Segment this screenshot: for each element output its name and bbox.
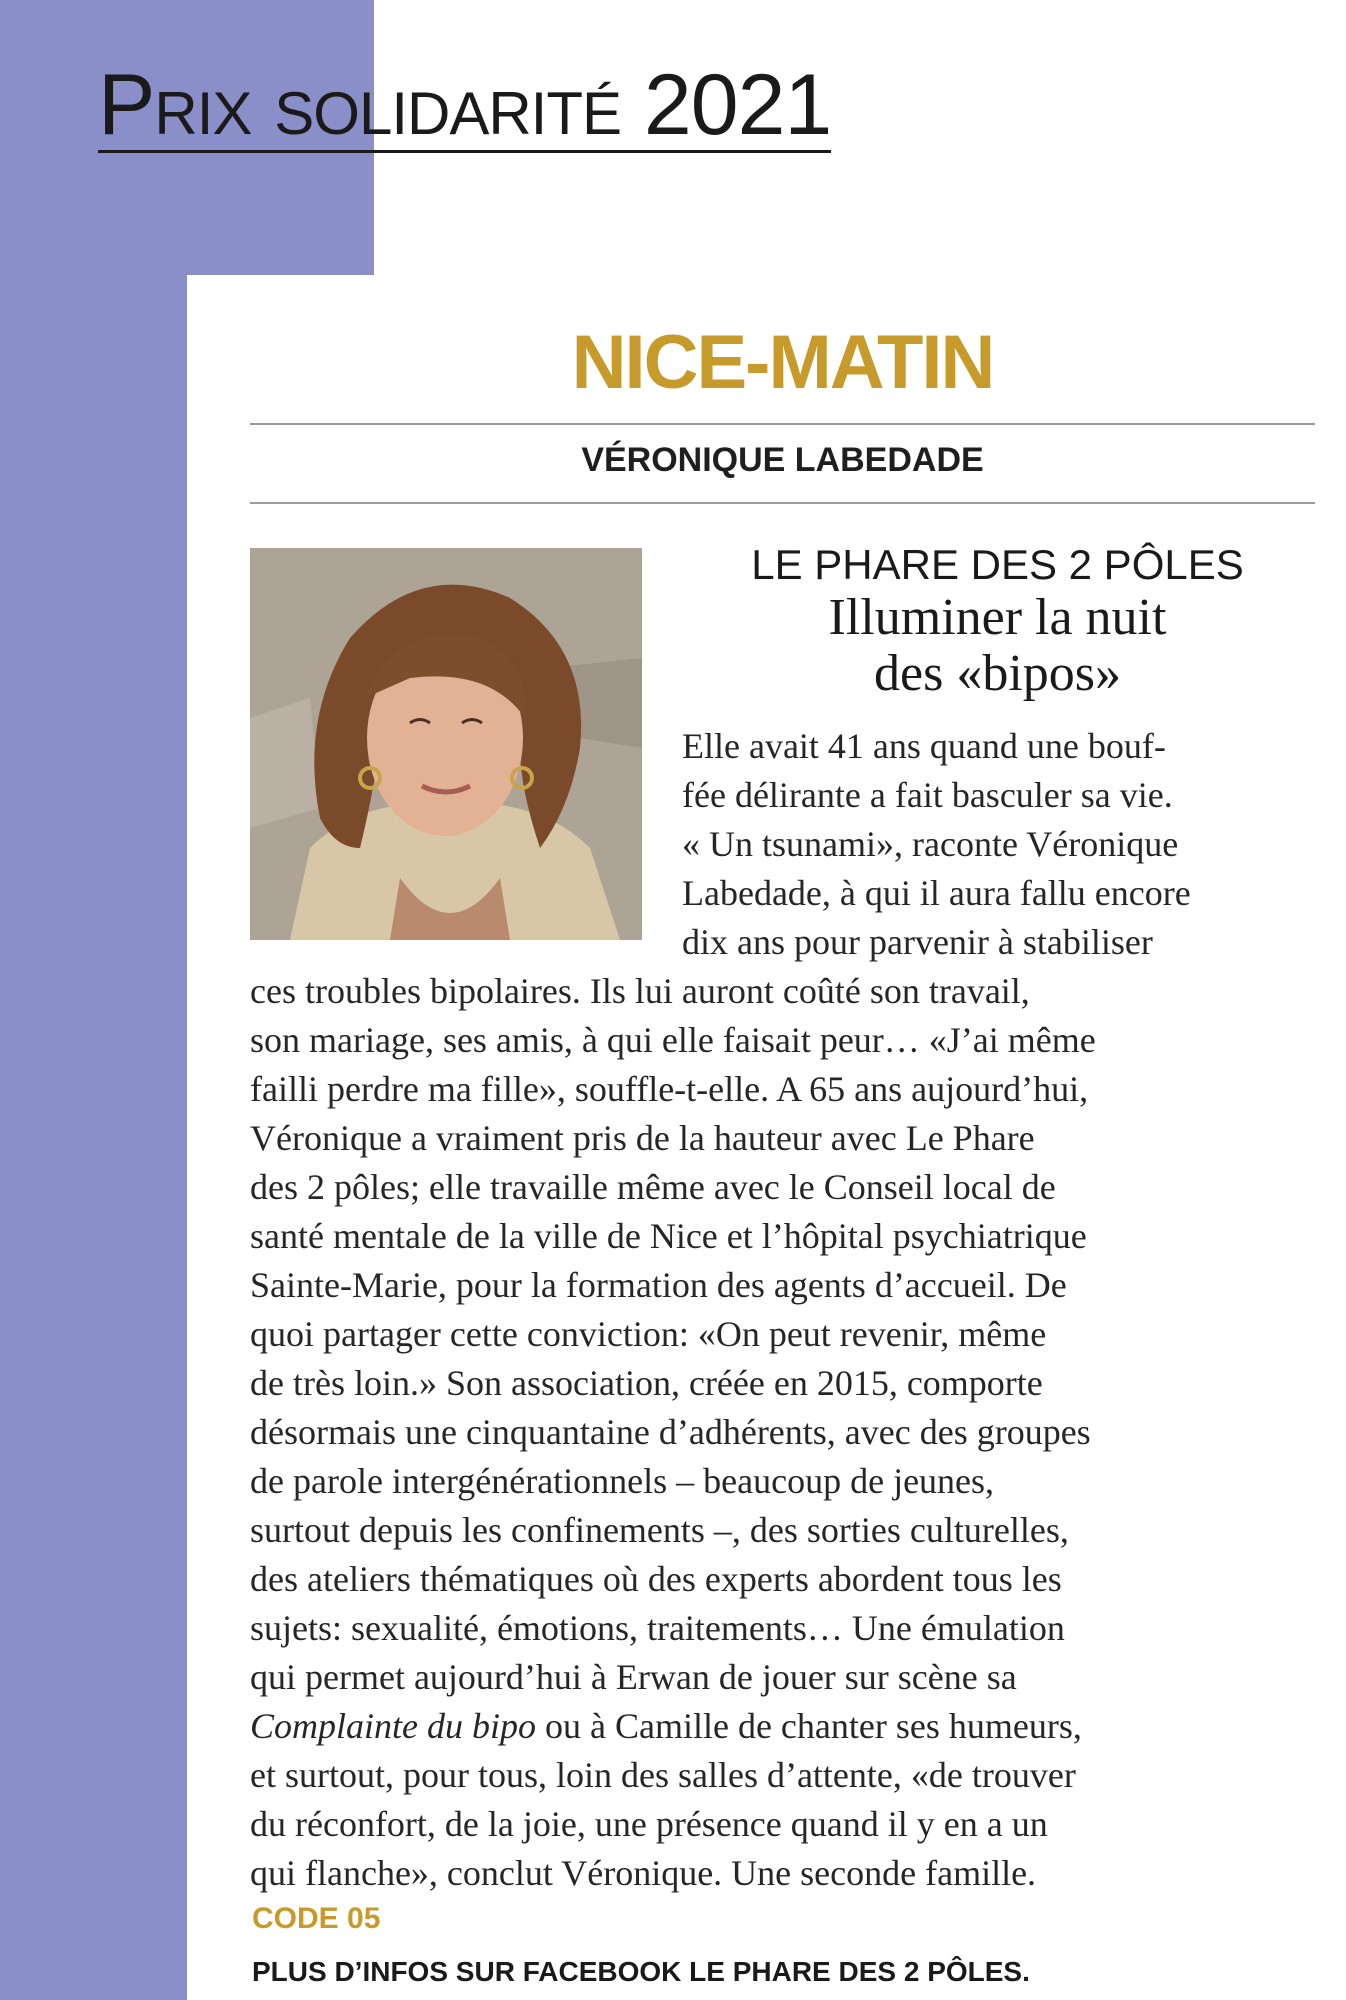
article-line: santé mentale de la ville de Nice et l’hôpital psychiatrique <box>250 1216 1087 1256</box>
article-line: qui flanche», conclut Véronique. Une seconde famille. <box>250 1853 1037 1893</box>
headline-line-2: des «bipos» <box>874 645 1121 702</box>
headline-line-1: Illuminer la nuit <box>828 589 1167 646</box>
article-line-rest: ou à Camille de chanter ses humeurs, <box>545 1706 1082 1746</box>
divider-bottom <box>250 502 1315 504</box>
work-title: Complainte du bipo <box>250 1706 536 1746</box>
vote-code: CODE 05 <box>252 1902 381 1935</box>
article-line: sujets: sexualité, émotions, traitements… Une émulation <box>250 1608 1065 1648</box>
divider-top <box>250 423 1315 425</box>
laureate-name: VÉRONIQUE LABEDADE <box>581 441 984 479</box>
association-name: LE PHARE DES 2 PÔLES <box>751 541 1244 588</box>
article-line: qui permet aujourd’hui à Erwan de jouer sur scène sa <box>250 1657 1017 1697</box>
article-body <box>250 722 1320 1898</box>
article-line: des ateliers thématiques où des experts abordent tous les <box>250 1559 1062 1599</box>
decorative-band-left <box>0 275 187 2000</box>
article-line: failli perdre ma fille», souffle-t-elle. A 65 ans aujourd’hui, <box>250 1069 1089 1109</box>
article-line: ces troubles bipolaires. Ils lui auront coûté son travail, <box>250 971 1030 1011</box>
more-info-text: PLUS D’INFOS SUR FACEBOOK LE PHARE DES 2 PÔLES. <box>252 1956 1030 1987</box>
article-line: désormais une cinquantaine d’adhérents, avec des groupes <box>250 1412 1091 1452</box>
article-line: dix ans pour parvenir à stabiliser <box>682 922 1153 962</box>
page-title: Prix solidarité 2021 <box>98 57 832 153</box>
article-line: « Un tsunami», raconte Véronique <box>682 824 1179 864</box>
article-line: quoi partager cette conviction: «On peut revenir, même <box>250 1314 1047 1354</box>
article-line: Labedade, à qui il aura fallu encore <box>682 873 1191 913</box>
article-line: de très loin.» Son association, créée en 2015, comporte <box>250 1363 1043 1403</box>
article-line: surtout depuis les confinements –, des sorties culturelles, <box>250 1510 1069 1550</box>
article-line: Véronique a vraiment pris de la hauteur avec Le Phare <box>250 1118 1035 1158</box>
article-line: Elle avait 41 ans quand une bouf- <box>682 726 1166 766</box>
article-line: fée délirante a fait basculer sa vie. <box>682 775 1173 815</box>
article-line: et surtout, pour tous, loin des salles d’attente, «de trouver <box>250 1755 1076 1795</box>
newspaper-name: NICE-MATIN <box>571 320 994 405</box>
article-line: des 2 pôles; elle travaille même avec le Conseil local de <box>250 1167 1056 1207</box>
article-headline <box>680 540 1315 702</box>
article-line-with-title <box>250 1702 1320 1751</box>
article-line: de parole intergénérationnels – beaucoup de jeunes, <box>250 1461 995 1501</box>
article-line: son mariage, ses amis, à qui elle faisait peur… «J’ai même <box>250 1020 1096 1060</box>
article-line: Sainte-Marie, pour la formation des agents d’accueil. De <box>250 1265 1067 1305</box>
article-line: du réconfort, de la joie, une présence quand il y en a un <box>250 1804 1048 1844</box>
